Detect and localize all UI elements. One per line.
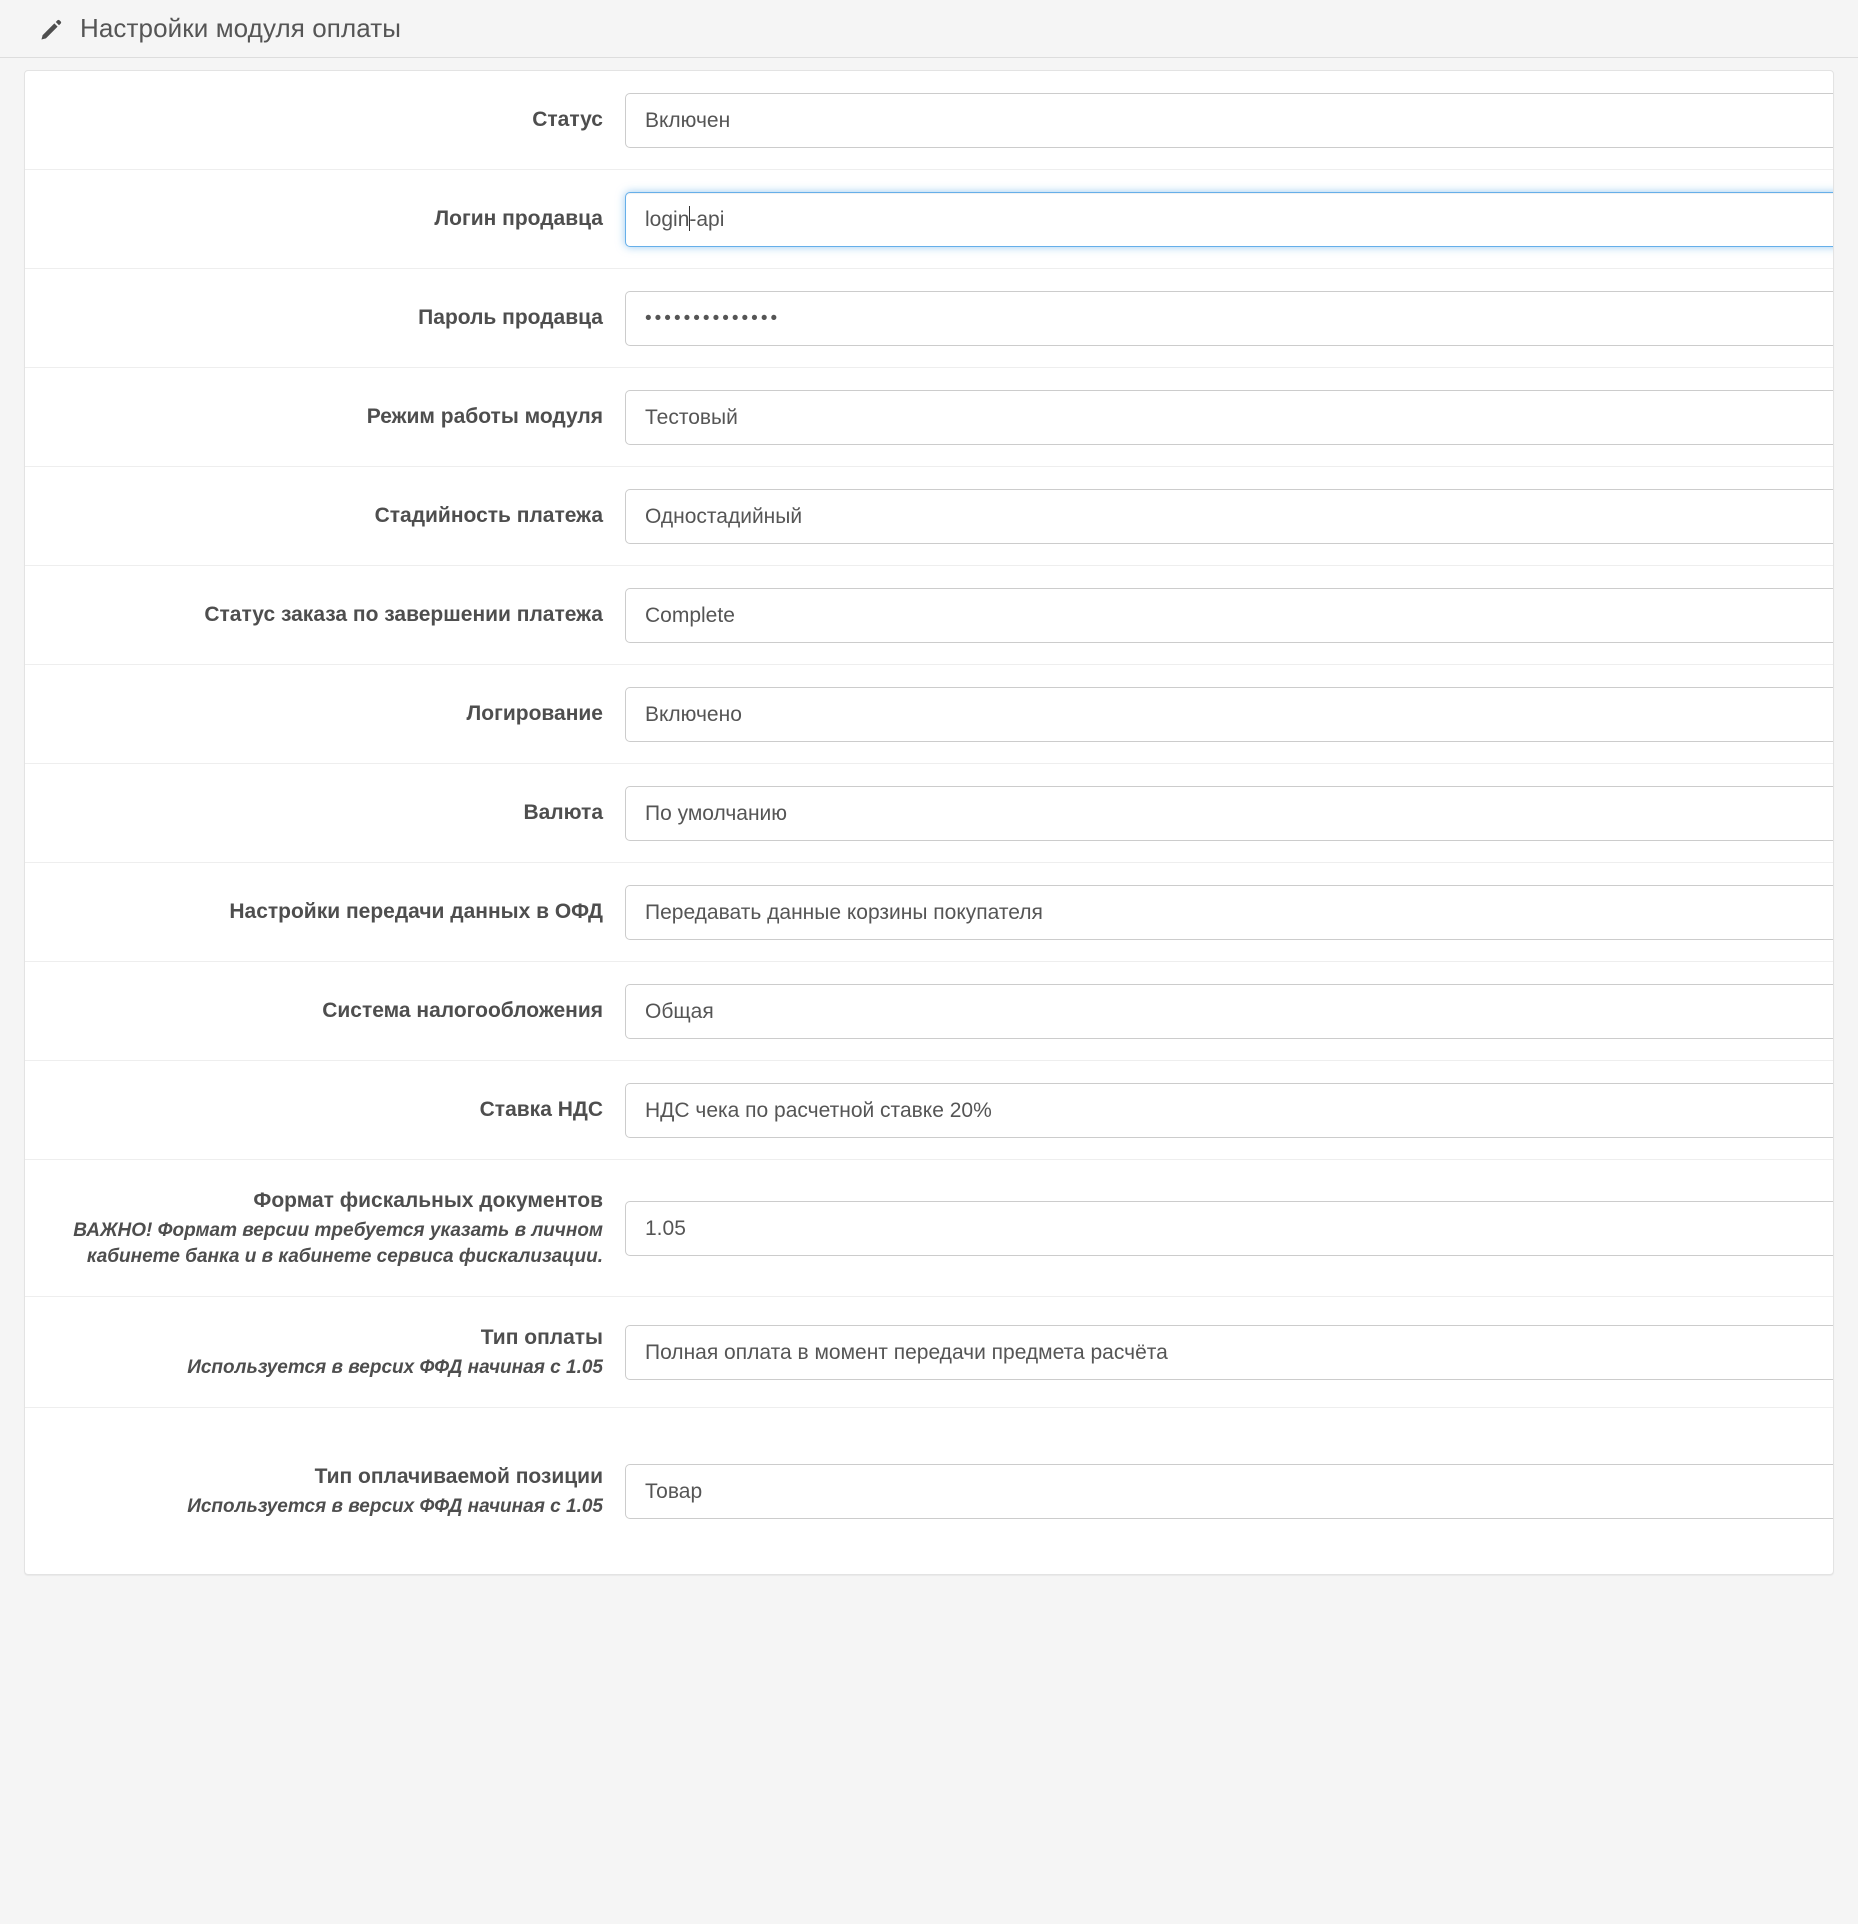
payment-stage-select[interactable]: Одностадийный <box>625 489 1834 544</box>
input-column <box>625 885 1833 940</box>
field-label: Формат фискальных документов <box>253 1188 603 1212</box>
field-label: Логин продавца <box>434 207 603 231</box>
page-title: Настройки модуля оплаты <box>80 13 402 43</box>
module-mode-select[interactable]: Тестовый <box>625 390 1834 445</box>
form-row-payment-stage <box>25 467 1833 566</box>
form-row-item-type <box>25 1408 1833 1574</box>
payment-type-select[interactable]: Полная оплата в момент передачи предмета расчёта <box>625 1325 1834 1380</box>
input-column <box>625 687 1833 742</box>
label-column <box>25 1324 625 1381</box>
tax-system-select[interactable]: Общая <box>625 984 1834 1039</box>
pencil-icon <box>38 17 64 43</box>
field-label: Система налогообложения <box>322 999 603 1023</box>
label-column <box>25 1463 625 1520</box>
label-column <box>25 898 625 925</box>
form-row-vat-rate <box>25 1061 1833 1160</box>
input-column <box>625 984 1833 1039</box>
merchant-password-input[interactable]: •••••••••••••• <box>625 291 1834 346</box>
field-label: Логирование <box>466 702 603 726</box>
label-column <box>25 997 625 1024</box>
item-type-select[interactable]: Товар <box>625 1464 1834 1519</box>
vat-rate-select[interactable]: НДС чека по расчетной ставке 20% <box>625 1083 1834 1138</box>
form-row-merchant-password <box>25 269 1833 368</box>
form-row-payment-type <box>25 1297 1833 1408</box>
input-column <box>625 93 1833 148</box>
panel-header <box>0 0 1858 58</box>
form-row-tax-system <box>25 962 1833 1061</box>
form-row-merchant-login <box>25 170 1833 269</box>
fiscal-format-select[interactable]: 1.05 <box>625 1201 1834 1256</box>
field-label: Режим работы модуля <box>366 405 603 429</box>
field-label: Тип оплачиваемой позиции <box>314 1464 603 1488</box>
ofd-settings-select[interactable]: Передавать данные корзины покупателя <box>625 885 1834 940</box>
label-column <box>25 403 625 430</box>
label-column <box>25 1096 625 1123</box>
field-hint: Используется в версих ФФД начиная с 1.05 <box>187 1495 603 1517</box>
merchant-login-input[interactable] <box>625 192 1834 247</box>
field-hint: Используется в версих ФФД начиная с 1.05 <box>187 1356 603 1378</box>
input-column <box>625 1083 1833 1138</box>
form-row-currency <box>25 764 1833 863</box>
merchant-login-value-tail: -api <box>689 207 725 231</box>
input-column <box>625 786 1833 841</box>
field-label: Ставка НДС <box>479 1098 603 1122</box>
field-label: Статус заказа по завершении платежа <box>204 603 603 627</box>
label-column <box>25 502 625 529</box>
field-hint: ВАЖНО! Формат версии требуется указать в личном кабинете банка и в кабинете сервиса фискализации. <box>73 1220 603 1267</box>
order-status-select[interactable]: Complete <box>625 588 1834 643</box>
label-column <box>25 700 625 727</box>
field-label: Валюта <box>523 801 603 825</box>
merchant-login-value-head: login <box>645 207 690 231</box>
field-label: Пароль продавца <box>418 306 603 330</box>
form-row-fiscal-format <box>25 1160 1833 1297</box>
label-column <box>25 799 625 826</box>
form-row-status <box>25 71 1833 170</box>
input-column <box>625 489 1833 544</box>
form-row-module-mode <box>25 368 1833 467</box>
settings-card <box>24 70 1834 1575</box>
logging-select[interactable]: Включено <box>625 687 1834 742</box>
field-label: Стадийность платежа <box>374 504 603 528</box>
label-column <box>25 601 625 628</box>
input-column <box>625 1464 1833 1519</box>
label-column <box>25 1187 625 1270</box>
input-column <box>625 192 1833 247</box>
input-column <box>625 588 1833 643</box>
input-column <box>625 291 1833 346</box>
label-column <box>25 205 625 232</box>
field-label: Настройки передачи данных в ОФД <box>229 900 603 924</box>
form-row-logging <box>25 665 1833 764</box>
label-column <box>25 304 625 331</box>
status-select[interactable]: Включен <box>625 93 1834 148</box>
label-column <box>25 106 625 133</box>
currency-select[interactable]: По умолчанию <box>625 786 1834 841</box>
input-column <box>625 1325 1833 1380</box>
input-column <box>625 390 1833 445</box>
input-column <box>625 1201 1833 1256</box>
field-label: Тип оплаты <box>480 1325 603 1349</box>
form-row-order-status <box>25 566 1833 665</box>
form-row-ofd-settings <box>25 863 1833 962</box>
field-label: Статус <box>532 108 603 132</box>
